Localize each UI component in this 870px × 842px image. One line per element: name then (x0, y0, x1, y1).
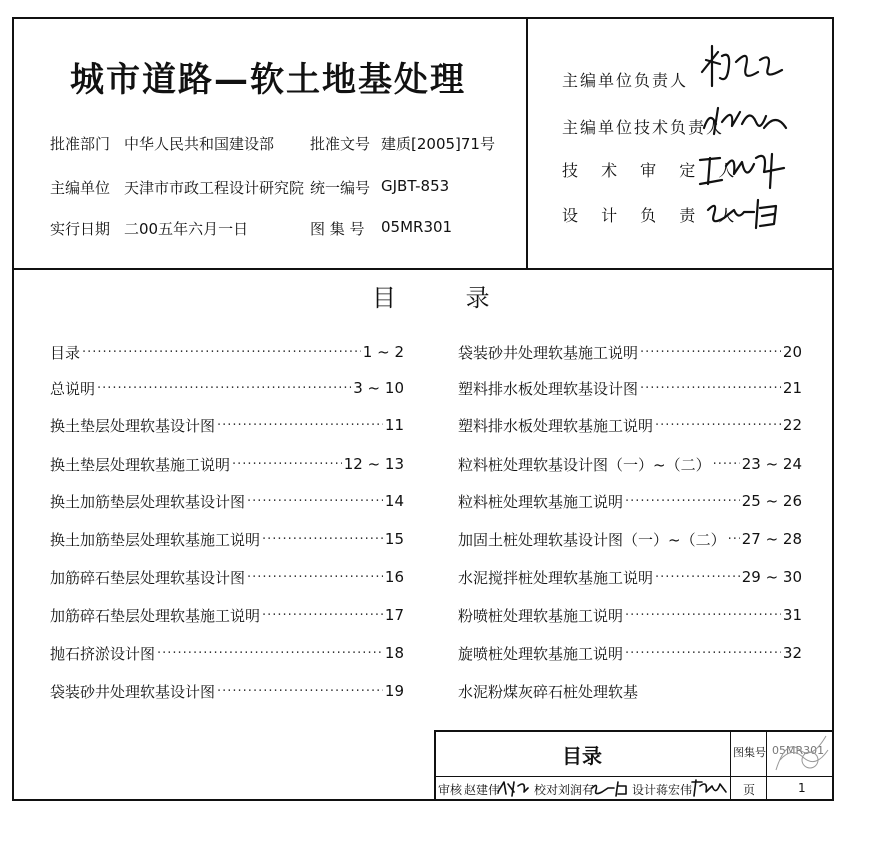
info-label: 批准文号 (310, 135, 371, 153)
toc-entry[interactable] (458, 452, 802, 476)
toc-entry[interactable] (458, 641, 802, 665)
toc-entry-page: 19 (384, 682, 404, 700)
design-label: 设计 (632, 783, 657, 797)
design-signature (690, 778, 728, 798)
toc-entry[interactable] (458, 413, 802, 437)
toc-heading (372, 278, 490, 313)
page-label: 页 (743, 783, 756, 797)
header-divider (526, 17, 528, 269)
toc-entry-page: 15 (384, 530, 404, 548)
toc-entry-title: 换土垫层处理软基设计图 (50, 416, 216, 435)
toc-entry[interactable] (50, 489, 404, 513)
atlas-label: 图集号 (733, 746, 766, 759)
toc-entry-page: 29 ~ 30 (741, 568, 802, 586)
toc-entry[interactable] (50, 679, 404, 703)
toc-entry[interactable] (50, 452, 404, 476)
atlas-number: 05MR301 (772, 744, 825, 757)
toc-entry[interactable] (458, 376, 802, 400)
title-block-col (766, 730, 767, 801)
toc-entry-page: 23 ~ 24 (741, 455, 802, 473)
design-name: 蒋宏伟 (656, 783, 693, 797)
toc-entry-title: 加筋碎石垫层处理软基施工说明 (50, 606, 261, 625)
toc-entry[interactable] (458, 489, 802, 513)
sheet-title: 目录 (562, 744, 602, 768)
toc-entry[interactable] (50, 641, 404, 665)
info-value: 天津市市政工程设计研究院 (124, 179, 305, 197)
toc-entry-page: 18 (384, 644, 404, 662)
title-block-left (434, 730, 436, 801)
info-label: 实行日期 (50, 220, 111, 238)
signature-designer (704, 192, 784, 232)
review-label: 审核 (438, 783, 463, 797)
toc-entry-page: 16 (384, 568, 404, 586)
toc-entry-page: 27 ~ 28 (741, 530, 802, 548)
toc-entry-title: 抛石挤淤设计图 (50, 644, 156, 663)
toc-entry-page: 22 (782, 416, 802, 434)
toc-entry-title: 目录 (50, 343, 81, 362)
toc-entry-title: 袋装砂井处理软基设计图 (50, 682, 216, 701)
toc-entry-page: 3 ~ 10 (353, 379, 404, 397)
toc-entry-title: 加筋碎石垫层处理软基设计图 (50, 568, 246, 587)
title-block-col (730, 730, 731, 801)
toc-entry-page: 21 (782, 379, 802, 397)
toc-entry-title: 水泥搅拌桩处理软基施工说明 (458, 568, 654, 587)
toc-entry-page: 20 (782, 343, 802, 361)
toc-entry-title: 换土垫层处理软基施工说明 (50, 455, 231, 474)
toc-entry-title: 袋装砂井处理软基施工说明 (458, 343, 639, 362)
toc-entry[interactable] (50, 527, 404, 551)
signature-chief (698, 42, 788, 90)
toc-entry[interactable] (50, 413, 404, 437)
toc-entry[interactable] (458, 565, 802, 589)
toc-entry-title: 水泥粉煤灰碎石桩处理软基 (458, 682, 639, 701)
toc-entry-title: 粒料桩处理软基设计图（一）~（二） (458, 455, 711, 474)
responsible-role: 技 术 审 定 人 (562, 161, 744, 180)
page-number: 1 (798, 781, 806, 795)
toc-entry[interactable] (50, 340, 404, 364)
responsible-role: 主编单位负责人 (562, 71, 689, 90)
responsible-role: 设 计 负 责 人 (562, 206, 744, 225)
info-value: 二00五年六月一日 (124, 220, 249, 238)
toc-entry-page: 11 (384, 416, 404, 434)
info-label: 图 集 号 (310, 220, 365, 238)
toc-entry-page: 25 ~ 26 (741, 492, 802, 510)
stamp-icon (770, 730, 832, 776)
main-title: 城市道路—软土地基处理 (70, 60, 466, 100)
toc-heading-char: 目 (372, 284, 396, 312)
toc-heading-char: 录 (465, 284, 490, 312)
toc-entry-page: 1 ~ 2 (362, 343, 404, 361)
toc-entry-page: 17 (384, 606, 404, 624)
info-value: 05MR301 (381, 218, 453, 236)
toc-entry-title: 总说明 (50, 379, 96, 398)
toc-entry-title: 旋喷桩处理软基施工说明 (458, 644, 624, 663)
toc-entry[interactable] (50, 565, 404, 589)
toc-entry[interactable] (458, 603, 802, 627)
toc-entry-page: 32 (782, 644, 802, 662)
info-label: 主编单位 (50, 179, 111, 197)
toc-entry[interactable] (50, 603, 404, 627)
toc-entry-title: 塑料排水板处理软基施工说明 (458, 416, 654, 435)
toc-entry[interactable] (458, 679, 802, 703)
title-block-mid (434, 776, 834, 777)
info-value: 中华人民共和国建设部 (124, 135, 275, 153)
info-label: 统一编号 (310, 179, 371, 197)
toc-entry[interactable] (458, 527, 802, 551)
check-label: 校对 (534, 783, 559, 797)
toc-entry-page: 12 ~ 13 (343, 455, 404, 473)
check-name: 刘润有 (558, 783, 595, 797)
toc-entry-title: 加固土桩处理软基设计图（一）~（二） (458, 530, 726, 549)
info-label: 批准部门 (50, 135, 111, 153)
toc-entry-title: 粒料桩处理软基施工说明 (458, 492, 624, 511)
toc-entry-title: 换土加筋垫层处理软基施工说明 (50, 530, 261, 549)
header-bottom-rule (12, 268, 834, 270)
toc-entry-title: 换土加筋垫层处理软基设计图 (50, 492, 246, 511)
responsible-role: 主编单位技术负责人 (562, 118, 725, 137)
toc-entry-page: 14 (384, 492, 404, 510)
review-signature (496, 778, 530, 798)
review-name: 赵建伟 (464, 783, 501, 797)
signature-tech-chief (700, 98, 790, 142)
info-value: 建质[2005]71号 (381, 135, 495, 153)
toc-entry-title: 塑料排水板处理软基设计图 (458, 379, 639, 398)
toc-entry[interactable] (50, 376, 404, 400)
toc-entry-title: 粉喷桩处理软基施工说明 (458, 606, 624, 625)
signature-reviewer (696, 144, 792, 190)
check-signature (590, 778, 630, 798)
toc-entry[interactable] (458, 340, 802, 364)
toc-entry-page: 31 (782, 606, 802, 624)
info-value: GJBT-853 (381, 177, 450, 195)
